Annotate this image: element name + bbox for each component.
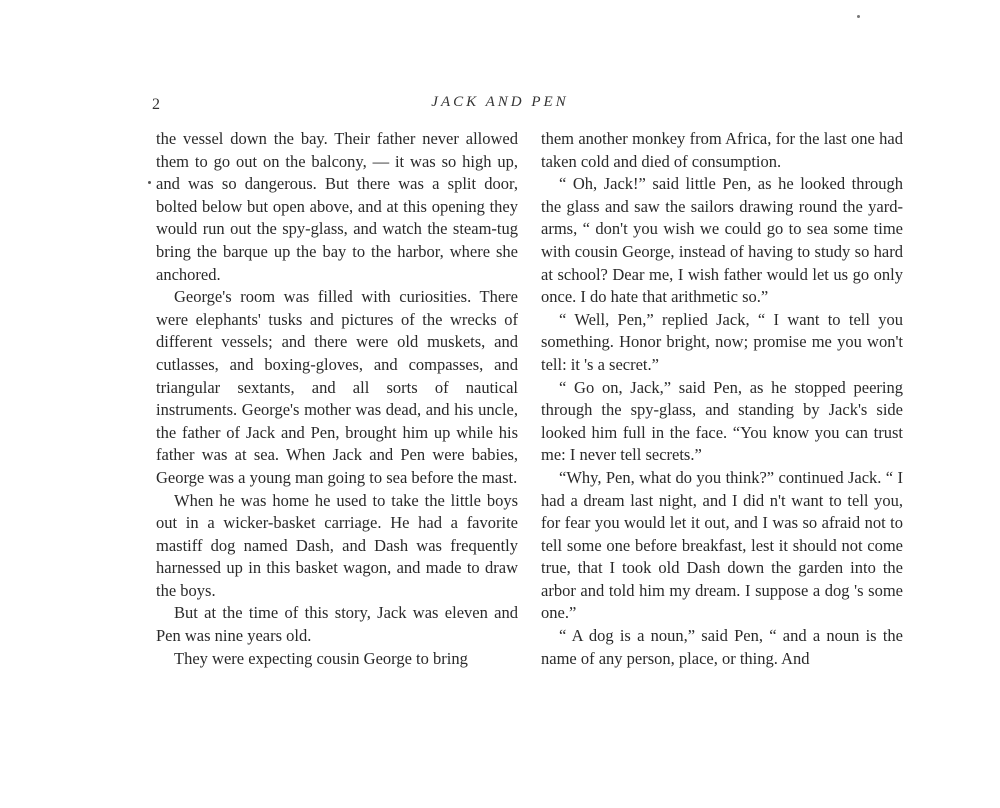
paragraph: They were expecting cousin George to bring bbox=[174, 648, 468, 668]
paragraph: them another monkey from Africa, for the last one had taken cold and died of consumption. bbox=[541, 129, 903, 171]
paragraph: “ A dog is a noun,” said Pen, “ and a noun is the name of any person, place, or thing. And bbox=[541, 626, 903, 668]
paragraph: “ Go on, Jack,” said Pen, as he stopped peering through the spy-glass, and standing by Jack's side looked him full in the face. “You know you can trust me: I never tell secrets.” bbox=[541, 377, 903, 465]
corner-speck bbox=[857, 15, 860, 18]
margin-speck bbox=[148, 181, 151, 184]
left-column bbox=[156, 128, 518, 670]
paragraph: “ Oh, Jack!” said little Pen, as he looked through the glass and saw the sailors drawing round the yard-arms, “ don't you wish we could go to sea some time with cousin George, instead of having to study so hard at school? Dear me, I wish father would let us go only once. I do hate that arithmetic so.” bbox=[541, 174, 903, 307]
paragraph: “ Well, Pen,” replied Jack, “ I want to tell you something. Honor bright, now; promise me you won't tell: it 's a secret.” bbox=[541, 309, 903, 374]
running-title: JACK AND PEN bbox=[431, 94, 569, 110]
page-number: 2 bbox=[152, 96, 160, 113]
right-column bbox=[541, 128, 903, 670]
paragraph: But at the time of this story, Jack was eleven and Pen was nine years old. bbox=[156, 603, 518, 646]
paragraph: the vessel down the bay. Their father never allowed them to go out on the balcony, — it was so high up, and was so dangerous. But there was a split door, bolted below but open above, and at this opening they would run out the spy-glass, and watch the steam-tug bring the barque up the bay to the harbor, where she anchored. bbox=[156, 129, 518, 284]
paragraph: When he was home he used to take the little boys out in a wicker-basket carriage. He had a favorite mastiff dog named Dash, and Dash was frequently harnessed up in this basket wagon, and made to draw the boys. bbox=[156, 490, 518, 600]
paragraph: George's room was filled with curiosities. There were elephants' tusks and pictures of the wrecks of different vessels; and there were old muskets, and cutlasses, and boxing-gloves, and compasses, and triangular sextants, and all sorts of nautical instruments. George's mother was dead, and his uncle, the father of Jack and Pen, brought him up while his father was at sea. When Jack and Pen were babies, George was a young man going to sea before the mast. bbox=[156, 287, 518, 487]
paragraph: “Why, Pen, what do you think?” continued Jack. “ I had a dream last night, and I did n't want to tell you, for fear you would let it out, and I was so afraid not to tell some one before breakfast, lest it should not come true, that I took old Dash down the garden into the arbor and told him my dream. I suppose a dog 's some one.” bbox=[541, 467, 903, 623]
